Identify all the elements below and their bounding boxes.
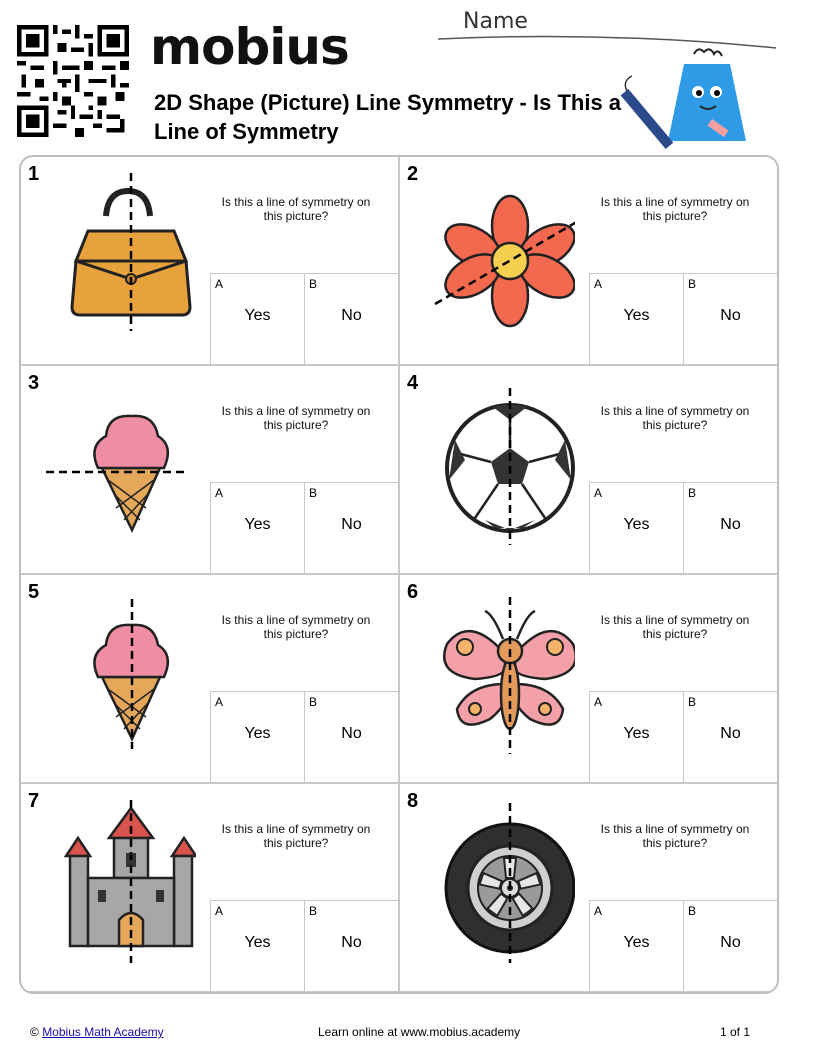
option-label: Yes xyxy=(244,516,271,533)
option-b-no[interactable] xyxy=(304,273,398,364)
question-text: Is this a line of symmetry on this picture? xyxy=(600,822,750,850)
option-letter: B xyxy=(688,486,697,500)
questions-grid xyxy=(19,155,779,994)
copyright-symbol: © xyxy=(30,1025,39,1039)
tire-icon xyxy=(415,798,575,968)
option-label: No xyxy=(720,516,741,533)
option-letter: A xyxy=(594,904,603,918)
question-number: 4 xyxy=(407,372,419,394)
worksheet-title: 2D Shape (Picture) Line Symmetry - Is This a Line of Symmetry xyxy=(154,90,622,144)
option-b-no[interactable] xyxy=(304,691,398,782)
option-a-yes[interactable] xyxy=(210,900,304,991)
question-card-1 xyxy=(21,157,398,364)
option-letter: B xyxy=(309,904,318,918)
option-label: Yes xyxy=(623,725,650,742)
option-label: No xyxy=(720,307,741,324)
option-letter: B xyxy=(309,277,318,291)
footer-center-text: Learn online at www.mobius.academy xyxy=(318,1025,521,1039)
question-text: Is this a line of symmetry on this picture? xyxy=(221,613,371,641)
option-letter: A xyxy=(215,486,224,500)
option-a-yes[interactable] xyxy=(589,900,683,991)
option-label: No xyxy=(720,725,741,742)
question-card-3 xyxy=(21,366,398,573)
option-letter: A xyxy=(594,277,603,291)
option-a-yes[interactable] xyxy=(589,482,683,573)
question-number: 5 xyxy=(28,581,40,603)
option-label: No xyxy=(341,516,362,533)
option-letter: B xyxy=(309,695,318,709)
option-letter: B xyxy=(688,695,697,709)
option-letter: B xyxy=(688,277,697,291)
footer-copyright xyxy=(30,1025,164,1039)
question-text: Is this a line of symmetry on this picture? xyxy=(600,195,750,223)
question-number: 6 xyxy=(407,581,419,603)
option-a-yes[interactable] xyxy=(589,273,683,364)
option-b-no[interactable] xyxy=(683,900,777,991)
option-b-no[interactable] xyxy=(683,273,777,364)
option-letter: A xyxy=(594,695,603,709)
option-b-no[interactable] xyxy=(683,482,777,573)
mascot-icon xyxy=(612,46,752,156)
mobius-logo: mobius xyxy=(150,18,349,76)
option-b-no[interactable] xyxy=(683,691,777,782)
option-a-yes[interactable] xyxy=(589,691,683,782)
ice-cream-vertical-line-icon xyxy=(36,589,196,759)
question-number: 7 xyxy=(28,790,40,812)
option-label: No xyxy=(341,307,362,324)
option-letter: A xyxy=(594,486,603,500)
question-text: Is this a line of symmetry on this picture? xyxy=(221,822,371,850)
flower-icon xyxy=(415,171,575,341)
mobius-academy-link[interactable]: Mobius Math Academy xyxy=(42,1025,164,1039)
option-letter: A xyxy=(215,277,224,291)
option-label: Yes xyxy=(623,516,650,533)
question-number: 3 xyxy=(28,372,40,394)
question-number: 2 xyxy=(407,163,419,185)
handbag-icon xyxy=(36,171,196,341)
option-letter: A xyxy=(215,695,224,709)
option-label: Yes xyxy=(244,307,271,324)
question-card-7 xyxy=(21,784,398,991)
qr-code xyxy=(17,25,129,137)
name-label: Name xyxy=(463,9,528,34)
option-letter: A xyxy=(215,904,224,918)
question-text: Is this a line of symmetry on this picture? xyxy=(600,613,750,641)
option-label: Yes xyxy=(623,307,650,324)
option-b-no[interactable] xyxy=(304,482,398,573)
question-text: Is this a line of symmetry on this picture? xyxy=(221,195,371,223)
castle-icon xyxy=(36,798,196,968)
option-label: Yes xyxy=(244,934,271,951)
question-text: Is this a line of symmetry on this picture? xyxy=(221,404,371,432)
option-a-yes[interactable] xyxy=(210,482,304,573)
option-b-no[interactable] xyxy=(304,900,398,991)
question-text: Is this a line of symmetry on this picture? xyxy=(600,404,750,432)
option-label: No xyxy=(720,934,741,951)
option-label: Yes xyxy=(244,725,271,742)
option-label: No xyxy=(341,725,362,742)
soccer-ball-icon xyxy=(415,380,575,550)
option-label: No xyxy=(341,934,362,951)
question-number: 8 xyxy=(407,790,419,812)
option-letter: B xyxy=(688,904,697,918)
question-card-4 xyxy=(400,366,777,573)
page-number: 1 of 1 xyxy=(720,1025,751,1039)
option-letter: B xyxy=(309,486,318,500)
question-card-2 xyxy=(400,157,777,364)
option-a-yes[interactable] xyxy=(210,273,304,364)
question-card-5 xyxy=(21,575,398,782)
question-number: 1 xyxy=(28,163,40,185)
ice-cream-horizontal-line-icon xyxy=(36,380,196,550)
butterfly-icon xyxy=(415,589,575,759)
question-card-8 xyxy=(400,784,777,991)
option-a-yes[interactable] xyxy=(210,691,304,782)
option-label: Yes xyxy=(623,934,650,951)
question-card-6 xyxy=(400,575,777,782)
